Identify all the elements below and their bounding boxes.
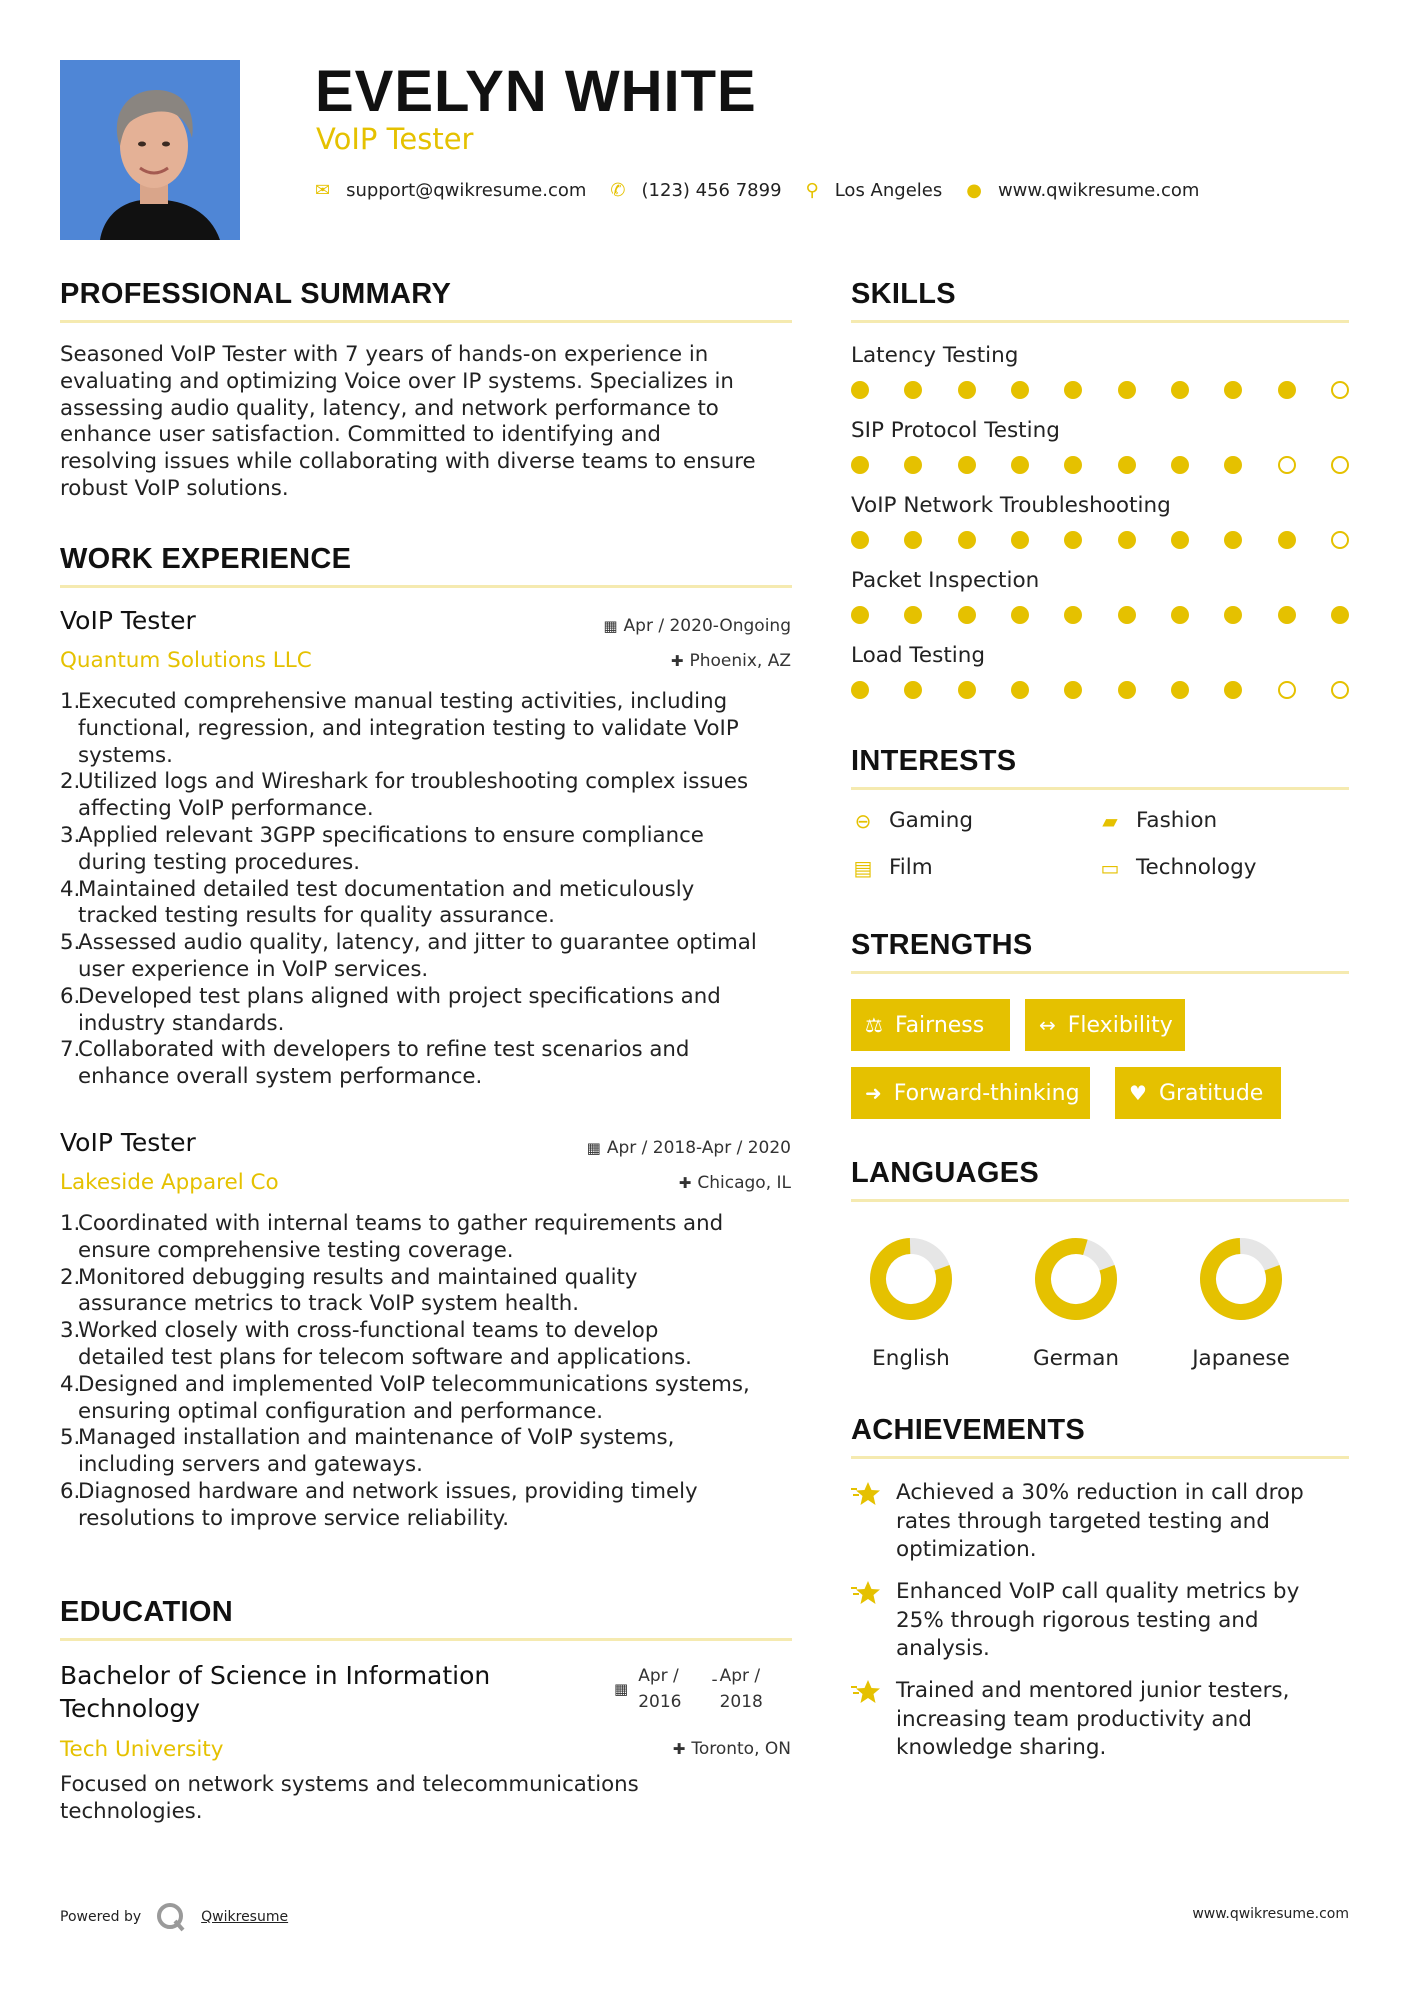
education-location-text: Toronto, ON	[691, 1739, 791, 1759]
strength-badge	[1115, 1067, 1281, 1119]
skill-dot-filled	[851, 456, 869, 474]
degree-line: Technology	[60, 1694, 201, 1723]
language-item	[1181, 1234, 1301, 1371]
list-item: 5. Assessed audio quality, latency, and jitter to guarantee optimal user experience in VoIP services.	[60, 930, 805, 984]
gamepad-icon: ⊖	[854, 808, 872, 833]
interest-item	[1098, 808, 1217, 833]
skill-dot-empty	[1331, 456, 1349, 474]
list-item: 2. Monitored debugging results and maintained quality assurance metrics to track VoIP system health.	[60, 1265, 805, 1319]
skill-dot-filled	[1011, 456, 1029, 474]
strength-label: Gratitude	[1158, 1080, 1264, 1106]
language-item	[1016, 1234, 1136, 1371]
skill-dot-filled	[904, 456, 922, 474]
duty-line: during testing procedures.	[78, 849, 360, 875]
star-icon	[851, 1479, 881, 1509]
experience-divider	[60, 585, 792, 588]
list-item: 7. Collaborated with developers to refine test scenarios and enhance overall system performance.	[60, 1037, 805, 1091]
skill-rating	[851, 381, 1349, 401]
pin-icon: ✚	[670, 652, 684, 670]
job-title: VoIP Tester	[60, 1128, 196, 1157]
degree-line: Bachelor of Science in Information	[60, 1661, 491, 1690]
achievement-item	[851, 1578, 1351, 1668]
star-icon	[851, 1677, 881, 1707]
skill-dot-filled	[958, 681, 976, 699]
skill-name: Load Testing	[851, 643, 985, 668]
pin-icon: ✚	[672, 1740, 686, 1758]
education-description	[60, 1772, 800, 1826]
education-desc-line: technologies.	[60, 1798, 203, 1824]
star-icon	[851, 1578, 881, 1608]
language-name: Japanese	[1192, 1346, 1290, 1371]
language-item	[851, 1234, 971, 1371]
skill-dot-filled	[958, 606, 976, 624]
interest-item	[1098, 855, 1256, 880]
avatar	[60, 60, 240, 240]
balance-scale-icon: ⚖	[865, 1013, 883, 1037]
skill-name: Packet Inspection	[851, 568, 1040, 593]
summary-line: robust VoIP solutions.	[60, 475, 289, 501]
skill-dot-filled	[1224, 531, 1242, 549]
duty-line: assurance metrics to track VoIP system health.	[78, 1291, 579, 1317]
arrows-horizontal-icon: ↔	[1039, 1013, 1056, 1037]
duty-line: Assessed audio quality, latency, and jitter to guarantee optimal	[78, 930, 757, 956]
list-item: 6. Developed test plans aligned with project specifications and industry standards.	[60, 984, 805, 1038]
map-marker-icon: ⚲	[805, 180, 819, 201]
skill-dot-filled	[1011, 606, 1029, 624]
duty-line: industry standards.	[78, 1010, 285, 1036]
interest-label: Film	[889, 855, 933, 880]
achievement-line: optimization.	[896, 1537, 1037, 1562]
date-separator: -	[711, 1670, 718, 1690]
duty-line: Managed installation and maintenance of VoIP systems,	[78, 1425, 675, 1451]
interest-item	[851, 855, 933, 880]
date-part: 2016	[638, 1692, 682, 1712]
languages-heading: LANGUAGES	[851, 1157, 1039, 1189]
duty-line: resolutions to improve service reliability.	[78, 1505, 510, 1531]
skill-dot-filled	[904, 531, 922, 549]
skill-dot-filled	[1224, 606, 1242, 624]
interest-label: Gaming	[889, 808, 974, 833]
duty-line: user experience in VoIP services.	[78, 956, 429, 982]
achievement-item	[851, 1479, 1351, 1569]
skill-dot-filled	[958, 456, 976, 474]
skill-dot-filled	[1278, 606, 1296, 624]
globe-icon: ●	[966, 180, 982, 201]
interests-divider	[851, 787, 1349, 790]
skill-dot-filled	[1064, 456, 1082, 474]
skill-dot-filled	[1011, 531, 1029, 549]
skill-dot-filled	[1011, 381, 1029, 399]
skill-dot-filled	[1224, 681, 1242, 699]
skill-dot-filled	[904, 681, 922, 699]
education-date-start	[638, 1663, 681, 1715]
qwikresume-logo-icon	[155, 1901, 187, 1933]
job-location-text: Chicago, IL	[697, 1173, 791, 1193]
skill-dot-empty	[1278, 681, 1296, 699]
heart-icon: ♥	[1129, 1081, 1147, 1105]
skill-dot-filled	[851, 381, 869, 399]
skill-rating	[851, 606, 1349, 626]
language-name: German	[1032, 1346, 1120, 1371]
achievement-line: analysis.	[896, 1636, 990, 1661]
language-donut	[1031, 1234, 1121, 1324]
achievements-divider	[851, 1456, 1349, 1459]
duty-line: ensure comprehensive testing coverage.	[78, 1237, 514, 1263]
list-item: 3. Worked closely with cross-functional teams to develop detailed test plans for telecom software and applications.	[60, 1318, 805, 1372]
duty-line: Worked closely with cross-functional teams to develop	[78, 1318, 659, 1344]
list-item: 6. Diagnosed hardware and network issues, providing timely resolutions to improve service reliability.	[60, 1479, 805, 1533]
skill-dot-filled	[1118, 606, 1136, 624]
job-duties-list	[60, 1211, 805, 1533]
skill-rating	[851, 681, 1349, 701]
skill-dot-empty	[1278, 456, 1296, 474]
skill-rating	[851, 456, 1349, 476]
skill-dot-filled	[1118, 531, 1136, 549]
duty-line: detailed test plans for telecom software and applications.	[78, 1344, 692, 1370]
strengths-divider	[851, 971, 1349, 974]
summary-line: resolving issues while collaborating with diverse teams to ensure	[60, 449, 756, 475]
strength-label: Flexibility	[1067, 1012, 1173, 1038]
summary-text	[60, 342, 800, 503]
contact-bar	[315, 180, 1223, 201]
duty-line: functional, regression, and integration testing to validate VoIP	[78, 715, 739, 741]
duty-line: Executed comprehensive manual testing activities, including	[78, 689, 728, 714]
duty-line: Maintained detailed test documentation and meticulously	[78, 876, 695, 902]
calendar-icon: ▦	[614, 1680, 629, 1698]
date-part: 2018	[719, 1692, 763, 1712]
experience-heading: WORK EXPERIENCE	[60, 543, 352, 575]
job-company: Lakeside Apparel Co	[60, 1170, 279, 1195]
achievement-line: Achieved a 30% reduction in call drop	[896, 1480, 1304, 1505]
film-icon: ▤	[853, 855, 873, 880]
job-date	[587, 1138, 791, 1158]
contact-website[interactable]: www.qwikresume.com	[997, 180, 1200, 201]
interest-label: Fashion	[1136, 808, 1218, 833]
job-location	[679, 1173, 791, 1193]
list-item: 3. Applied relevant 3GPP specifications to ensure compliance during testing procedures.	[60, 823, 805, 877]
list-item: 4. Maintained detailed test documentation and meticulously tracked testing results for quality assurance.	[60, 877, 805, 931]
language-donut	[1196, 1234, 1286, 1324]
skill-dot-filled	[851, 681, 869, 699]
skill-dot-filled	[958, 381, 976, 399]
skill-dot-empty	[1331, 381, 1349, 399]
skill-dot-empty	[1331, 681, 1349, 699]
education-date-end	[720, 1663, 763, 1715]
summary-heading: PROFESSIONAL SUMMARY	[60, 278, 452, 310]
date-part: Apr /	[719, 1666, 761, 1686]
date-part: Apr /	[638, 1666, 679, 1686]
duty-line: tracked testing results for quality assurance.	[78, 903, 555, 929]
skill-dot-empty	[1331, 531, 1349, 549]
duty-line: Collaborated with developers to refine test scenarios and	[78, 1037, 690, 1063]
skills-heading: SKILLS	[851, 278, 956, 310]
duty-line: Diagnosed hardware and network issues, providing timely	[78, 1478, 698, 1504]
language-donut	[866, 1234, 956, 1324]
shopping-bag-icon: ▰	[1102, 808, 1118, 833]
strength-label: Forward-thinking	[893, 1080, 1080, 1106]
job-company: Quantum Solutions LLC	[60, 648, 312, 673]
profile-photo	[60, 60, 240, 240]
language-donut-fill	[1034, 1237, 1119, 1322]
summary-divider	[60, 320, 792, 323]
job-date-text: Apr / 2020-Ongoing	[623, 616, 791, 636]
skill-name: SIP Protocol Testing	[851, 418, 1060, 443]
skills-divider	[851, 320, 1349, 323]
achievement-text	[896, 1578, 1346, 1664]
strength-badge	[851, 999, 1010, 1051]
calendar-icon: ▦	[603, 617, 618, 635]
skill-dot-filled	[904, 381, 922, 399]
skill-dot-filled	[1171, 531, 1189, 549]
footer-site[interactable]: www.qwikresume.com	[1192, 1906, 1349, 1922]
skill-dot-filled	[851, 606, 869, 624]
job-location	[671, 651, 791, 671]
skill-dot-filled	[1118, 381, 1136, 399]
skill-dot-filled	[1011, 681, 1029, 699]
achievement-item	[851, 1677, 1351, 1767]
achievement-line: increasing team productivity and	[896, 1706, 1252, 1732]
achievement-line: knowledge sharing.	[896, 1735, 1107, 1760]
skill-rating	[851, 531, 1349, 551]
achievements-heading: ACHIEVEMENTS	[851, 1414, 1086, 1446]
interest-item	[851, 808, 973, 833]
calendar-icon: ▦	[586, 1139, 601, 1157]
summary-line: enhance user satisfaction. Committed to identifying and	[60, 422, 661, 448]
education-location	[673, 1739, 791, 1759]
list-item: 4. Designed and implemented VoIP telecommunications systems, ensuring optimal configuration and performance.	[60, 1372, 805, 1426]
job-date	[603, 616, 791, 636]
candidate-title: VoIP Tester	[316, 122, 474, 156]
language-name: English	[872, 1346, 950, 1371]
achievement-text	[896, 1479, 1346, 1565]
envelope-icon: ✉	[315, 180, 331, 201]
list-item: 2. Utilized logs and Wireshark for troubleshooting complex issues affecting VoIP performance.	[60, 769, 805, 823]
list-item: 1. Executed comprehensive manual testing activities, including functional, regression, and integration testing to validate VoIP systems.	[60, 689, 805, 769]
summary-line: assessing audio quality, latency, and network performance to	[60, 395, 719, 421]
duty-line: Developed test plans aligned with project specifications and	[78, 983, 721, 1009]
skill-dot-filled	[1118, 456, 1136, 474]
contact-phone[interactable]: (123) 456 7899	[641, 180, 782, 201]
skill-dot-filled	[1278, 531, 1296, 549]
footer-powered	[60, 1901, 288, 1933]
duty-line: Designed and implemented VoIP telecommunications systems,	[78, 1371, 750, 1397]
skill-dot-filled	[1224, 456, 1242, 474]
achievement-line: 25% through rigorous testing and	[896, 1607, 1259, 1633]
job-location-text: Phoenix, AZ	[689, 651, 791, 671]
achievement-line: rates through targeted testing and	[896, 1508, 1270, 1534]
education-divider	[60, 1638, 792, 1641]
strengths-heading: STRENGTHS	[851, 929, 1033, 961]
strength-badge	[1025, 999, 1185, 1051]
skill-dot-filled	[1064, 606, 1082, 624]
duty-line: affecting VoIP performance.	[78, 796, 374, 822]
strength-label: Fairness	[894, 1012, 985, 1038]
skill-dot-filled	[1171, 381, 1189, 399]
languages-divider	[851, 1199, 1349, 1202]
summary-line: Seasoned VoIP Tester with 7 years of hands-on experience in	[60, 342, 709, 367]
arrow-right-icon: ➜	[865, 1081, 882, 1105]
skill-dot-filled	[1278, 381, 1296, 399]
achievement-line: Trained and mentored junior testers,	[896, 1678, 1290, 1703]
laptop-icon: ▭	[1100, 855, 1120, 880]
job-date-text: Apr / 2018-Apr / 2020	[606, 1138, 791, 1158]
candidate-name: EVELYN WHITE	[315, 59, 757, 124]
duty-line: Monitored debugging results and maintained quality	[78, 1264, 638, 1290]
skill-dot-filled	[851, 531, 869, 549]
skill-name: VoIP Network Troubleshooting	[851, 493, 1171, 518]
interests-heading: INTERESTS	[851, 745, 1017, 777]
brand-link[interactable]: Qwikresume	[201, 1909, 289, 1925]
education-heading: EDUCATION	[60, 1596, 233, 1628]
list-item: 1. Coordinated with internal teams to gather requirements and ensure comprehensive testing coverage.	[60, 1211, 805, 1265]
duty-line: Applied relevant 3GPP specifications to ensure compliance	[78, 822, 704, 848]
duty-line: Utilized logs and Wireshark for troubleshooting complex issues	[78, 769, 749, 795]
contact-location: Los Angeles	[834, 180, 943, 201]
duty-line: ensuring optimal configuration and performance.	[78, 1398, 603, 1424]
duty-line: systems.	[78, 742, 173, 768]
skill-dot-filled	[1118, 681, 1136, 699]
powered-by-label: Powered by	[60, 1909, 142, 1925]
duty-line: including servers and gateways.	[78, 1452, 423, 1478]
pin-icon: ✚	[678, 1174, 692, 1192]
phone-icon: ✆	[610, 180, 626, 201]
skill-dot-filled	[904, 606, 922, 624]
duty-line: enhance overall system performance.	[78, 1064, 483, 1090]
skill-name: Latency Testing	[851, 343, 1019, 368]
skill-dot-filled	[1064, 681, 1082, 699]
education-desc-line: Focused on network systems and telecommunications	[60, 1772, 639, 1797]
skill-dot-filled	[958, 531, 976, 549]
list-item: 5. Managed installation and maintenance of VoIP systems, including servers and gateways.	[60, 1425, 805, 1479]
job-duties-list	[60, 689, 805, 1091]
strength-badge	[851, 1067, 1090, 1119]
achievement-text	[896, 1677, 1346, 1763]
school-name: Tech University	[60, 1737, 224, 1762]
contact-email[interactable]: support@qwikresume.com	[346, 180, 587, 201]
summary-line: evaluating and optimizing Voice over IP systems. Specializes in	[60, 368, 734, 394]
skill-dot-filled	[1064, 381, 1082, 399]
skill-dot-filled	[1224, 381, 1242, 399]
skill-dot-filled	[1064, 531, 1082, 549]
skill-dot-filled	[1171, 606, 1189, 624]
job-title: VoIP Tester	[60, 606, 196, 635]
skill-dot-filled	[1171, 681, 1189, 699]
degree-title	[60, 1659, 490, 1725]
duty-line: Coordinated with internal teams to gather requirements and	[78, 1211, 724, 1236]
education-date	[614, 1663, 763, 1715]
achievement-line: Enhanced VoIP call quality metrics by	[896, 1579, 1300, 1604]
skill-dot-filled	[1331, 606, 1349, 624]
skill-dot-filled	[1171, 456, 1189, 474]
interest-label: Technology	[1136, 855, 1257, 880]
